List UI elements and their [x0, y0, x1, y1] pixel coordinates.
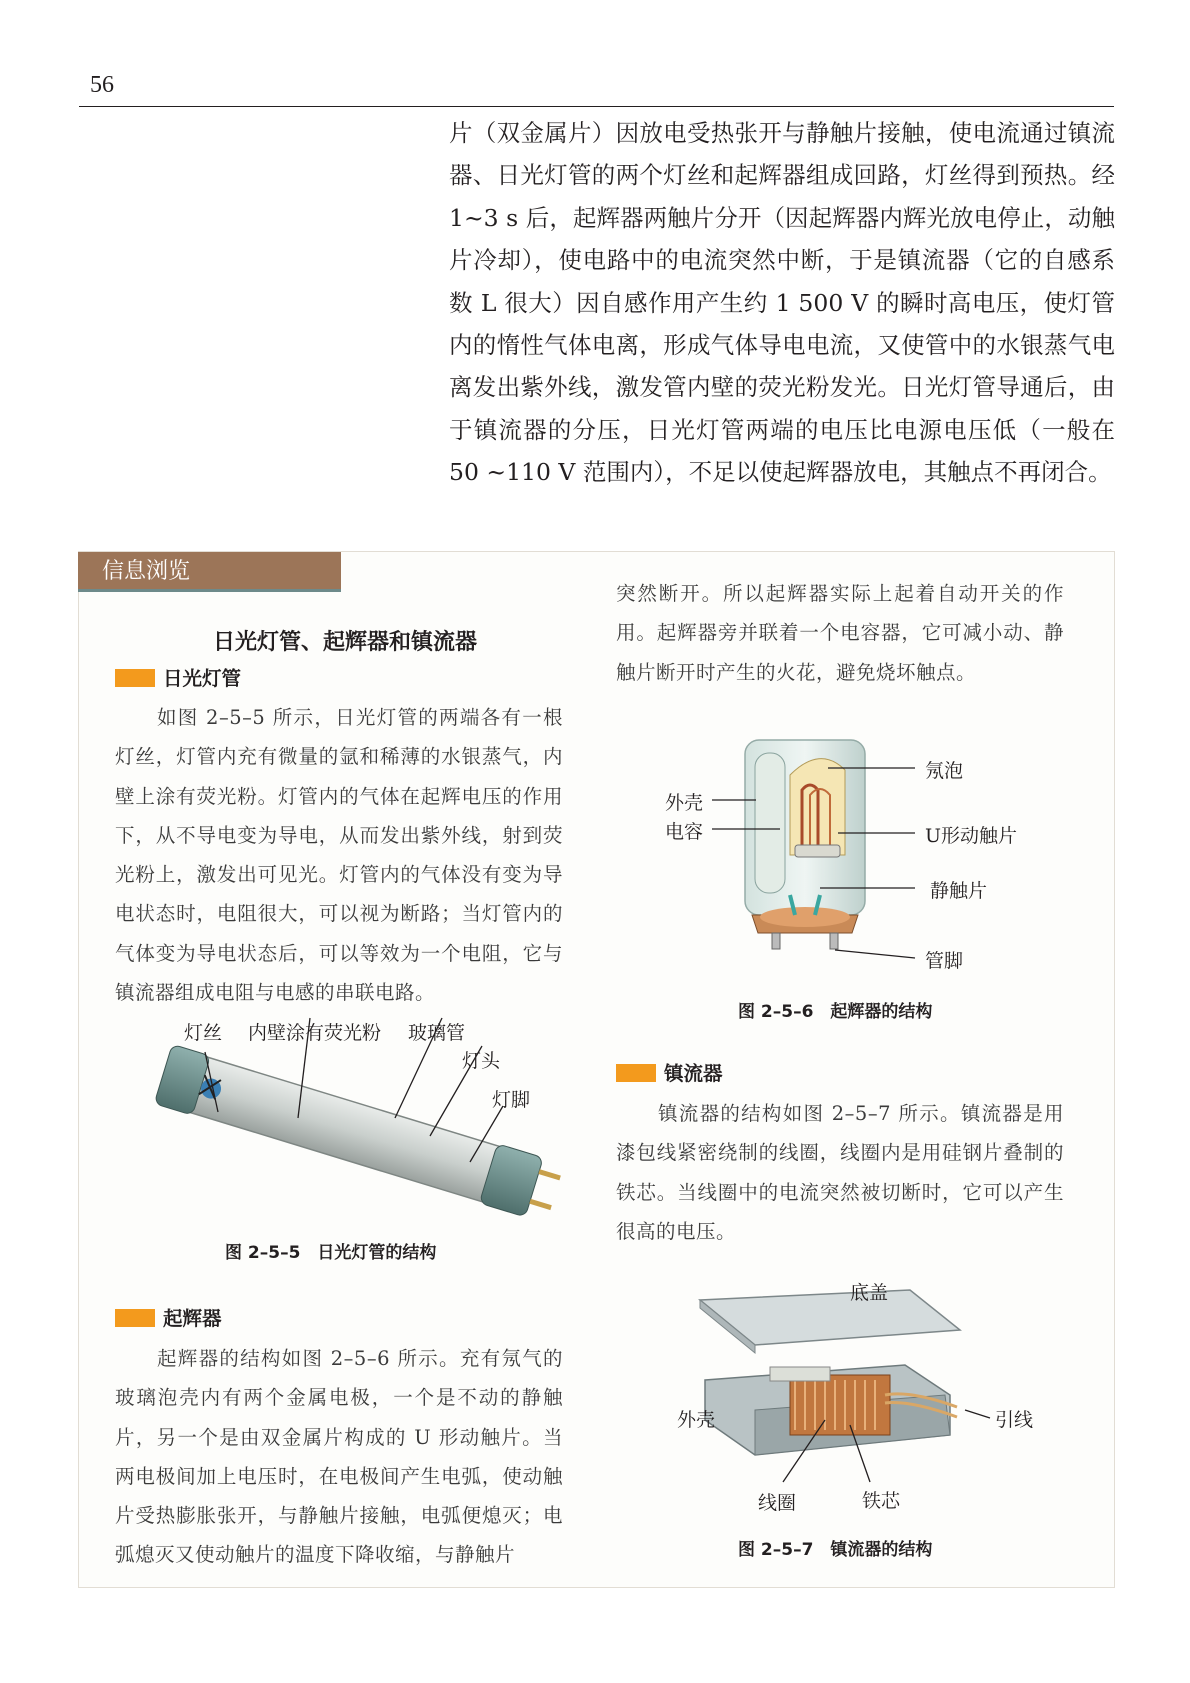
label-starter-shell: 外壳 [665, 792, 704, 814]
starter-paragraph: 起辉器的结构如图 2–5–6 所示。充有氖气的玻璃泡壳内有两个金属电极，一个是不动的静触片，另一个是由双金属片构成的 U 形动触片。当两电极间加上电压时，在电极间产生电弧，使动触片受热膨胀张开，与静触片接触，电弧便熄灭；电弧熄灭又使动触片的温度下降收缩，与静触片 [115, 1347, 563, 1567]
label-ballast-shell: 外壳 [677, 1409, 716, 1431]
starter-heading-label: 起辉器 [163, 1307, 222, 1330]
main-paragraph: 片（双金属片）因放电受热张开与静触片接触，使电流通过镇流器、日光灯管的两个灯丝和起辉器组成回路，灯丝得到预热。经 1~3 s 后，起辉器两触片分开（因起辉器内辉光放电停止，动触片冷却），使电路中的电流突然中断，于是镇流器（它的自感系数 L 很大）因自感作用产生约 1 500 V 的瞬时高电压，使灯管内的惰性气体电离，形成气体导电电流，又使管中的水银蒸气电离发出紫外线，激发管内壁的荧光粉发光。日光灯管导通后，由于镇流器的分压，日光灯管两端的电压比电源电压低（一般在 50 ~110 V 范围内），不足以使起辉器放电，其触点不再闭合。 [449, 119, 1115, 487]
label-glass-tube: 玻璃管 [408, 1022, 466, 1044]
figure-caption-2-5-7: 图 2–5–7 镇流器的结构 [738, 1540, 933, 1560]
label-lead-wire: 引线 [995, 1409, 1034, 1431]
tube-paragraph: 如图 2–5–5 所示，日光灯管的两端各有一根灯丝，灯管内充有微量的氩和稀薄的水银蒸气，内壁上涂有荧光粉。灯管内的气体在起辉电压的作用下，从不导电变为导电，从而发出紫外线，射到荧光粉上，激发出可见光。灯管内的气体没有变为导电状态时，电阻很大，可以视为断路；当灯管内的气体变为导电状态后，可以等效为一个电阻，它与镇流器组成电阻与电感的串联电路。 [115, 706, 563, 1005]
label-starter-pins: 管脚 [925, 950, 964, 972]
tube-heading-label: 日光灯管 [163, 667, 242, 690]
page-number: 56 [90, 72, 114, 98]
label-coating: 内壁涂有荧光粉 [248, 1022, 382, 1044]
label-static-contact: 静触片 [930, 880, 988, 902]
label-iron-core: 铁芯 [862, 1490, 901, 1512]
box-title: 日光灯管、起辉器和镇流器 [212, 630, 477, 655]
ballast-paragraph: 镇流器的结构如图 2–5–7 所示。镇流器是用漆包线紧密绕制的线圈，线圈内是用硅钢片叠制的铁芯。当线圈中的电流突然被切断时，它可以产生很高的电压。 [616, 1102, 1064, 1243]
starter-paragraph-continued: 突然断开。所以起辉器实际上起着自动开关的作用。起辉器旁并联着一个电容器，它可减小动、静触片断开时产生的火花，避免烧坏触点。 [616, 582, 1064, 684]
label-neon-bulb: 氖泡 [925, 760, 964, 782]
label-capacitor: 电容 [665, 821, 704, 843]
ballast-heading-label: 镇流器 [664, 1062, 723, 1085]
figure-caption-2-5-6: 图 2–5–6 起辉器的结构 [738, 1002, 933, 1022]
label-u-contact: U形动触片 [925, 825, 1018, 847]
label-lamp-cap: 灯头 [462, 1050, 501, 1072]
label-filament: 灯丝 [184, 1022, 223, 1044]
label-lamp-pin: 灯脚 [492, 1089, 531, 1111]
label-coil: 线圈 [758, 1492, 797, 1514]
label-bottom-cover: 底盖 [850, 1282, 889, 1304]
info-tab: 信息浏览 [78, 552, 341, 592]
figure-caption-2-5-5: 图 2–5–5 日光灯管的结构 [225, 1243, 437, 1263]
